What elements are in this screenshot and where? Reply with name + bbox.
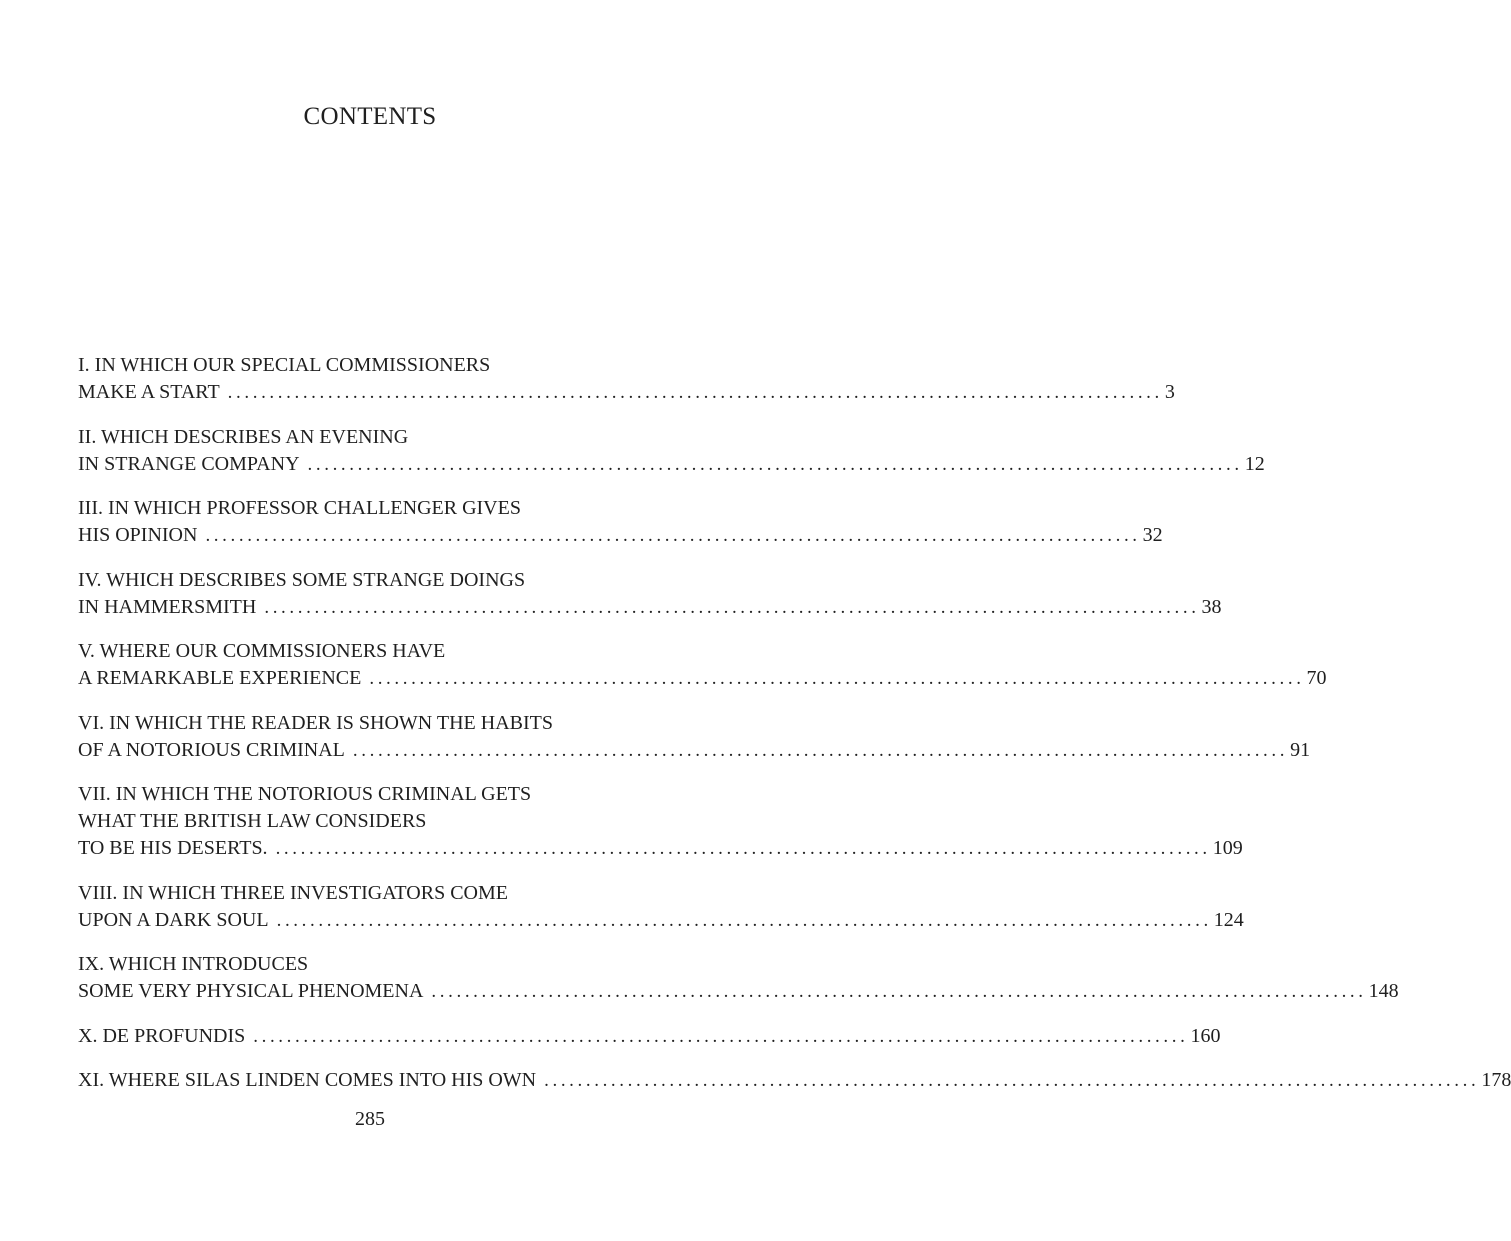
toc-entry-page-number: 32: [1142, 524, 1163, 546]
toc-entry-page-number: 12: [1244, 452, 1265, 475]
toc-entry-title-line: III. IN WHICH PROFESSOR CHALLENGER GIVES: [78, 497, 521, 519]
dot-leader: ................................................................................................................: [275, 838, 1211, 859]
toc-entry-title-line: VI. IN WHICH THE READER IS SHOWN THE HABITS: [78, 711, 553, 734]
toc-entry-last-line: [78, 594, 1222, 621]
toc-entry-title-line: IN STRANGE COMPANY: [78, 452, 300, 475]
toc-entry: [78, 880, 1244, 934]
toc-entry-page-number: 124: [1213, 908, 1244, 931]
dot-leader: ................................................................................................................: [253, 1025, 1189, 1047]
toc-entry-page-number: 148: [1368, 980, 1399, 1002]
toc-entry-title-line: I. IN WHICH OUR SPECIAL COMMISSIONERS: [78, 354, 491, 376]
toc-entry: [78, 951, 1399, 1005]
toc-entry-title-line: MAKE A START: [78, 381, 220, 403]
toc-entry: [78, 495, 1163, 549]
toc-entry: [78, 424, 1265, 478]
toc-entry-page-number: 109: [1212, 837, 1243, 859]
toc-entry-last-line: [78, 451, 1265, 478]
toc-entry: [78, 710, 1311, 764]
toc-entry-last-line: [78, 1023, 1221, 1050]
toc-entry-last-line: [78, 835, 1243, 862]
toc-entry-title-line: SOME VERY PHYSICAL PHENOMENA: [78, 980, 424, 1002]
dot-leader: ................................................................................................................: [205, 525, 1141, 546]
toc-entry-title-line: XI. WHERE SILAS LINDEN COMES INTO HIS OWN: [78, 1069, 537, 1091]
toc-entry: [78, 1023, 1221, 1050]
toc-entry-title-line: IX. WHICH INTRODUCES: [78, 953, 309, 975]
toc-entry-title-line: X. DE PROFUNDIS: [78, 1024, 246, 1047]
toc-entry: [78, 1067, 1511, 1094]
toc-entry: [78, 781, 1243, 862]
toc-entry-page-number: 70: [1306, 667, 1327, 689]
toc-entry-title-line: HIS OPINION: [78, 524, 198, 546]
toc-entry: [78, 567, 1222, 621]
toc-entry-title-line: IN HAMMERSMITH: [78, 595, 257, 618]
toc-entry: [78, 352, 1175, 406]
toc-entry-page-number: 3: [1164, 381, 1175, 403]
toc-entry-title-line: VII. IN WHICH THE NOTORIOUS CRIMINAL GETS: [78, 783, 532, 805]
dot-leader: ................................................................................................................: [227, 382, 1163, 403]
dot-leader: ................................................................................................................: [544, 1070, 1480, 1091]
table-of-contents: [78, 352, 1511, 1112]
toc-entry-page-number: 91: [1290, 738, 1311, 761]
dot-leader: ................................................................................................................: [276, 909, 1212, 931]
page-title: CONTENTS: [303, 103, 437, 130]
dot-leader: ................................................................................................................: [352, 739, 1289, 761]
toc-entry-title-line: IV. WHICH DESCRIBES SOME STRANGE DOINGS: [78, 568, 526, 591]
toc-entry: [78, 638, 1327, 692]
toc-entry-title-line: VIII. IN WHICH THREE INVESTIGATORS COME: [78, 881, 508, 904]
page-number: 285: [355, 1108, 385, 1130]
toc-entry-last-line: [78, 907, 1244, 934]
toc-entry-last-line: [78, 522, 1163, 549]
toc-entry-last-line: [78, 737, 1311, 764]
toc-entry-title-line: WHAT THE BRITISH LAW CONSIDERS: [78, 810, 427, 832]
toc-entry-title-line: II. WHICH DESCRIBES AN EVENING: [78, 425, 409, 448]
dot-leader: ................................................................................................................: [431, 981, 1367, 1002]
dot-leader: ................................................................................................................: [264, 596, 1200, 618]
dot-leader: ................................................................................................................: [307, 453, 1243, 475]
toc-entry-title-line: TO BE HIS DESERTS.: [78, 837, 268, 859]
dot-leader: ................................................................................................................: [369, 668, 1305, 689]
toc-entry-page-number: 38: [1201, 595, 1222, 618]
toc-entry-last-line: [78, 1067, 1511, 1094]
toc-entry-last-line: [78, 665, 1327, 692]
toc-entry-title-line: A REMARKABLE EXPERIENCE: [78, 667, 362, 689]
toc-entry-title-line: UPON A DARK SOUL: [78, 908, 269, 931]
toc-entry-page-number: 160: [1190, 1024, 1221, 1047]
toc-entry-title-line: OF A NOTORIOUS CRIMINAL: [78, 738, 345, 761]
toc-entry-page-number: 178: [1481, 1069, 1511, 1091]
toc-entry-last-line: [78, 379, 1175, 406]
toc-entry-title-line: V. WHERE OUR COMMISSIONERS HAVE: [78, 640, 446, 662]
toc-entry-last-line: [78, 978, 1399, 1005]
